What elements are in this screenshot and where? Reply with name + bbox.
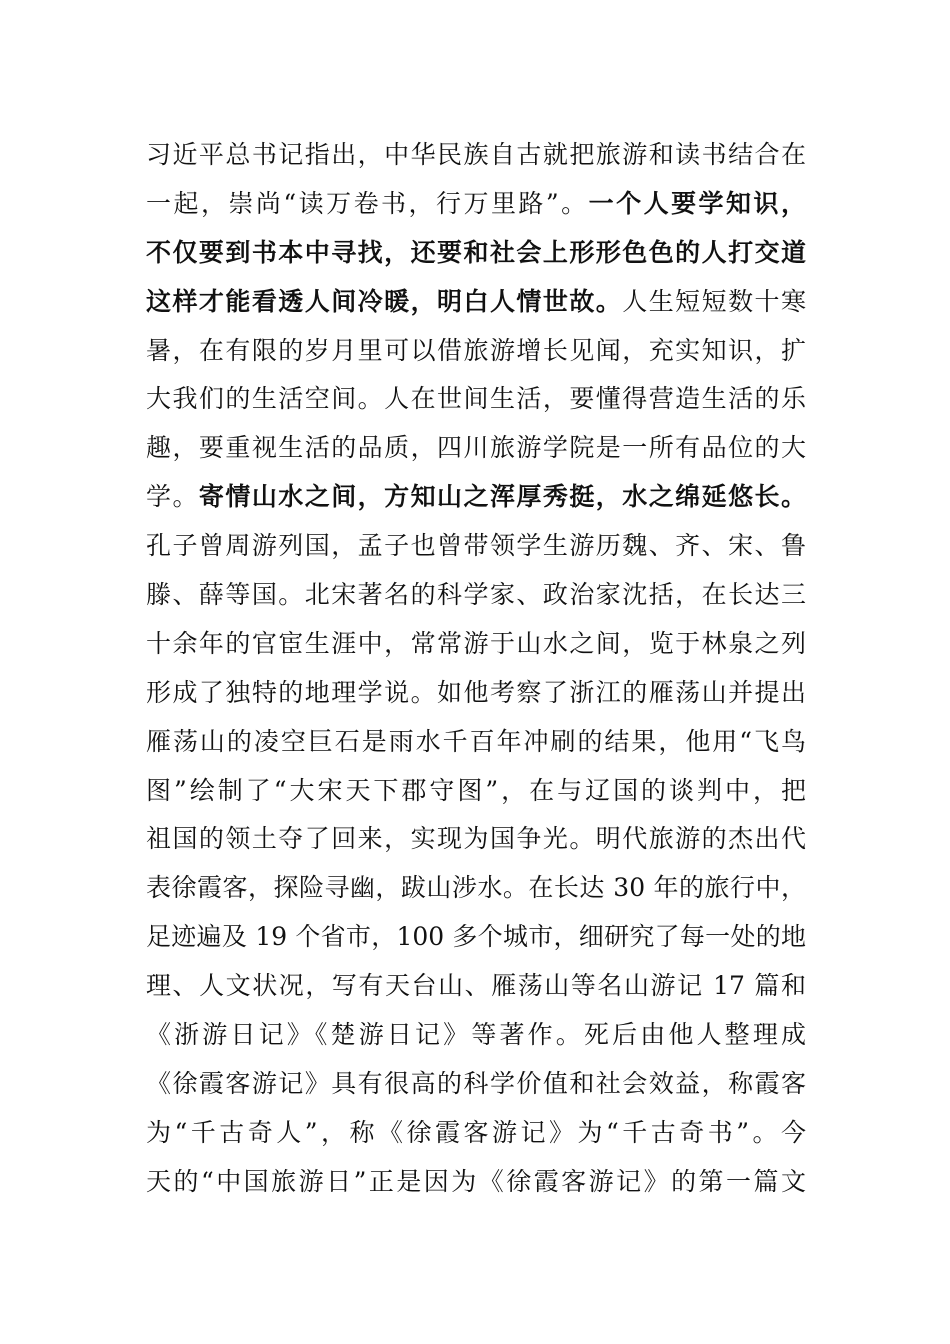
text-line xyxy=(146,1060,806,1109)
text-line xyxy=(146,375,806,424)
text-segment: 足迹遍及 19 个省市，100 多个城市，细研究了每一处的地 xyxy=(146,922,806,952)
text-segment: 一起，崇尚“读万卷书，行万里路”。 xyxy=(146,188,589,218)
text-line xyxy=(146,278,806,327)
text-segment: 祖国的领土夺了回来，实现为国争光。明代旅游的杰出代 xyxy=(146,824,806,854)
bold-text-segment: 这样才能看透人间冷暖，明白人情世故。 xyxy=(146,286,623,316)
text-segment: 孔子曾周游列国，孟子也曾带领学生游历魏、齐、宋、鲁 xyxy=(146,531,806,561)
text-segment: 《浙游日记》《楚游日记》等著作。死后由他人整理成 xyxy=(146,1020,806,1050)
bold-text-segment: 不仅要到书本中寻找，还要和社会上形形色色的人打交道 xyxy=(146,237,806,267)
text-line xyxy=(146,767,806,816)
text-line xyxy=(146,718,806,767)
text-line xyxy=(146,815,806,864)
text-segment: 滕、薛等国。北宋著名的科学家、政治家沈括，在长达三 xyxy=(146,580,806,610)
text-segment: 趣，要重视生活的品质，四川旅游学院是一所有品位的大 xyxy=(146,433,806,463)
text-line xyxy=(146,522,806,571)
text-line xyxy=(146,571,806,620)
text-line xyxy=(146,669,806,718)
text-line xyxy=(146,424,806,473)
text-line xyxy=(146,473,806,522)
text-line xyxy=(146,913,806,962)
text-segment: 《徐霞客游记》具有很高的科学价值和社会效益，称霞客 xyxy=(146,1068,806,1098)
text-line xyxy=(146,1158,806,1207)
text-segment: 十余年的官宦生涯中，常常游于山水之间，览于林泉之列 xyxy=(146,628,806,658)
text-segment: 表徐霞客，探险寻幽，跋山涉水。在长达 30 年的旅行中， xyxy=(146,873,806,903)
bold-text-segment: 一个人要学知识， xyxy=(588,188,806,218)
text-line xyxy=(146,1109,806,1158)
text-segment: 天的“中国旅游日”正是因为《徐霞客游记》的第一篇文 xyxy=(146,1166,806,1196)
text-line xyxy=(146,327,806,376)
text-line xyxy=(146,1011,806,1060)
text-line xyxy=(146,620,806,669)
text-segment: 形成了独特的地理学说。如他考察了浙江的雁荡山并提出 xyxy=(146,677,806,707)
text-segment: 为“千古奇人”，称《徐霞客游记》为“千古奇书”。今 xyxy=(146,1117,806,1147)
text-segment: 学。 xyxy=(146,482,199,512)
text-segment: 大我们的生活空间。人在世间生活，要懂得营造生活的乐 xyxy=(146,384,806,414)
text-segment: 雁荡山的凌空巨石是雨水千百年冲刷的结果，他用“飞鸟 xyxy=(146,726,806,756)
text-segment: 习近平总书记指出，中华民族自古就把旅游和读书结合在 xyxy=(146,140,806,169)
text-segment: 图”绘制了“大宋天下郡守图”，在与辽国的谈判中，把 xyxy=(146,775,806,805)
text-segment: 理、人文状况，写有天台山、雁荡山等名山游记 17 篇和 xyxy=(146,971,806,1001)
body-paragraph xyxy=(146,131,806,1207)
text-line xyxy=(146,229,806,278)
text-segment: 暑，在有限的岁月里可以借旅游增长见闻，充实知识，扩 xyxy=(146,335,806,365)
bold-text-segment: 寄情山水之间，方知山之浑厚秀挺，水之绵延悠长。 xyxy=(198,482,806,512)
text-line xyxy=(146,864,806,913)
text-line xyxy=(146,180,806,229)
text-line xyxy=(146,962,806,1011)
text-line xyxy=(146,131,806,180)
text-segment: 人生短短数十寒 xyxy=(622,286,806,316)
